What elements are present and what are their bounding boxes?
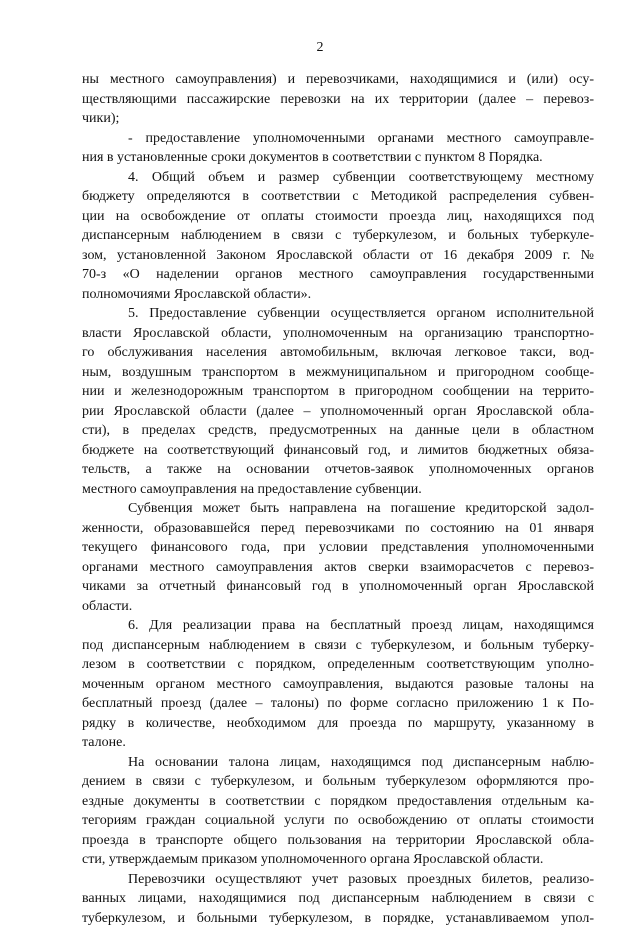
- text-line: сти), в пределах средств, предусмотренных на данные цели в областном: [82, 421, 594, 441]
- text-line: На основании талона лицам, находящимся под диспансерным наблю-: [82, 753, 594, 773]
- paragraph: [82, 129, 594, 168]
- text-line: тегориям граждан социальной услуги по освобождению от оплаты стоимости: [82, 811, 594, 831]
- text-line: дением в связи с туберкулезом, и больным туберкулезом оформляются про-: [82, 772, 594, 792]
- text-line: го обслуживания населения автомобильным, включая легковое такси, вод-: [82, 343, 594, 363]
- text-line: органами местного самоуправления актов сверки взаиморасчетов с перевоз-: [82, 558, 594, 578]
- document-body: [82, 70, 594, 928]
- text-line: бесплатный проезд (далее – талоны) по форме согласно приложению 1 к По-: [82, 694, 594, 714]
- text-line: Перевозчики осуществляют учет разовых проездных билетов, реализо-: [82, 870, 594, 890]
- paragraph: [82, 304, 594, 499]
- text-line: нии и железнодорожным транспортом в пригородном сообщении на террито-: [82, 382, 594, 402]
- text-line: моченным органом местного самоуправления, выдаются разовые талоны на: [82, 675, 594, 695]
- paragraph: [82, 499, 594, 616]
- text-line: 70-з «О наделении органов местного самоуправления государственными: [82, 265, 594, 285]
- paragraph: [82, 70, 594, 129]
- text-line: власти Ярославской области, уполномоченным на организацию транспортно-: [82, 324, 594, 344]
- text-line: ванных лицами, находящимися под диспансерным наблюдением в связи с: [82, 889, 594, 909]
- text-line: области.: [82, 597, 594, 617]
- text-line: чики);: [82, 109, 594, 129]
- text-line: полномочиями Ярославской области».: [82, 285, 594, 305]
- text-line: сти, утверждаемым приказом уполномоченного органа Ярославской области.: [82, 850, 594, 870]
- page-number: 2: [0, 38, 640, 58]
- text-line: рядку в количестве, необходимом для проезда по маршруту, указанному в: [82, 714, 594, 734]
- text-line: 6. Для реализации права на бесплатный проезд лицам, находящимся: [82, 616, 594, 636]
- paragraph: [82, 616, 594, 753]
- text-line: бюджете на соответствующий финансовый год, и лимитов бюджетных обяза-: [82, 441, 594, 461]
- text-line: чиками за отчетный финансовый год в уполномоченный орган Ярославской: [82, 577, 594, 597]
- text-line: лезом в соответствии с порядком, определенным соответствующим уполно-: [82, 655, 594, 675]
- text-line: женности, образовавшейся перед перевозчиками по состоянию на 01 января: [82, 519, 594, 539]
- text-line: текущего финансового года, при условии представления уполномоченными: [82, 538, 594, 558]
- text-line: ществляющими пассажирские перевозки на их территории (далее – перевоз-: [82, 90, 594, 110]
- text-line: ездные документы в соответствии с порядком предоставления отдельным ка-: [82, 792, 594, 812]
- text-line: 4. Общий объем и размер субвенции соответствующему местному: [82, 168, 594, 188]
- text-line: ны местного самоуправления) и перевозчиками, находящимися и (или) осу-: [82, 70, 594, 90]
- paragraph: [82, 168, 594, 305]
- text-line: Субвенция может быть направлена на погашение кредиторской задол-: [82, 499, 594, 519]
- text-line: местного самоуправления на предоставление субвенции.: [82, 480, 594, 500]
- paragraph: [82, 753, 594, 870]
- text-line: туберкулезом, и больными туберкулезом, в порядке, устанавливаемом упол-: [82, 909, 594, 928]
- text-line: под диспансерным наблюдением в связи с туберкулезом, и больным туберку-: [82, 636, 594, 656]
- text-line: диспансерным наблюдением в связи с туберкулезом, и больных туберкуле-: [82, 226, 594, 246]
- text-line: ции на освобождение от оплаты стоимости проезда лиц, находящихся под: [82, 207, 594, 227]
- text-line: проезда в транспорте общего пользования на территории Ярославской обла-: [82, 831, 594, 851]
- text-line: бюджету определяются в соответствии с Методикой распределения субвен-: [82, 187, 594, 207]
- text-line: рии Ярославской области (далее – уполномоченный орган Ярославской обла-: [82, 402, 594, 422]
- text-line: зом, установленной Законом Ярославской области от 16 декабря 2009 г. №: [82, 246, 594, 266]
- paragraph: [82, 870, 594, 928]
- text-line: - предоставление уполномоченными органами местного самоуправле-: [82, 129, 594, 149]
- text-line: 5. Предоставление субвенции осуществляется органом исполнительной: [82, 304, 594, 324]
- text-line: ния в установленные сроки документов в соответствии с пунктом 8 Порядка.: [82, 148, 594, 168]
- text-line: ным, воздушным транспортом в межмуниципальном и пригородном сообще-: [82, 363, 594, 383]
- text-line: талоне.: [82, 733, 594, 753]
- text-line: тельств, а также на основании отчетов-заявок уполномоченных органов: [82, 460, 594, 480]
